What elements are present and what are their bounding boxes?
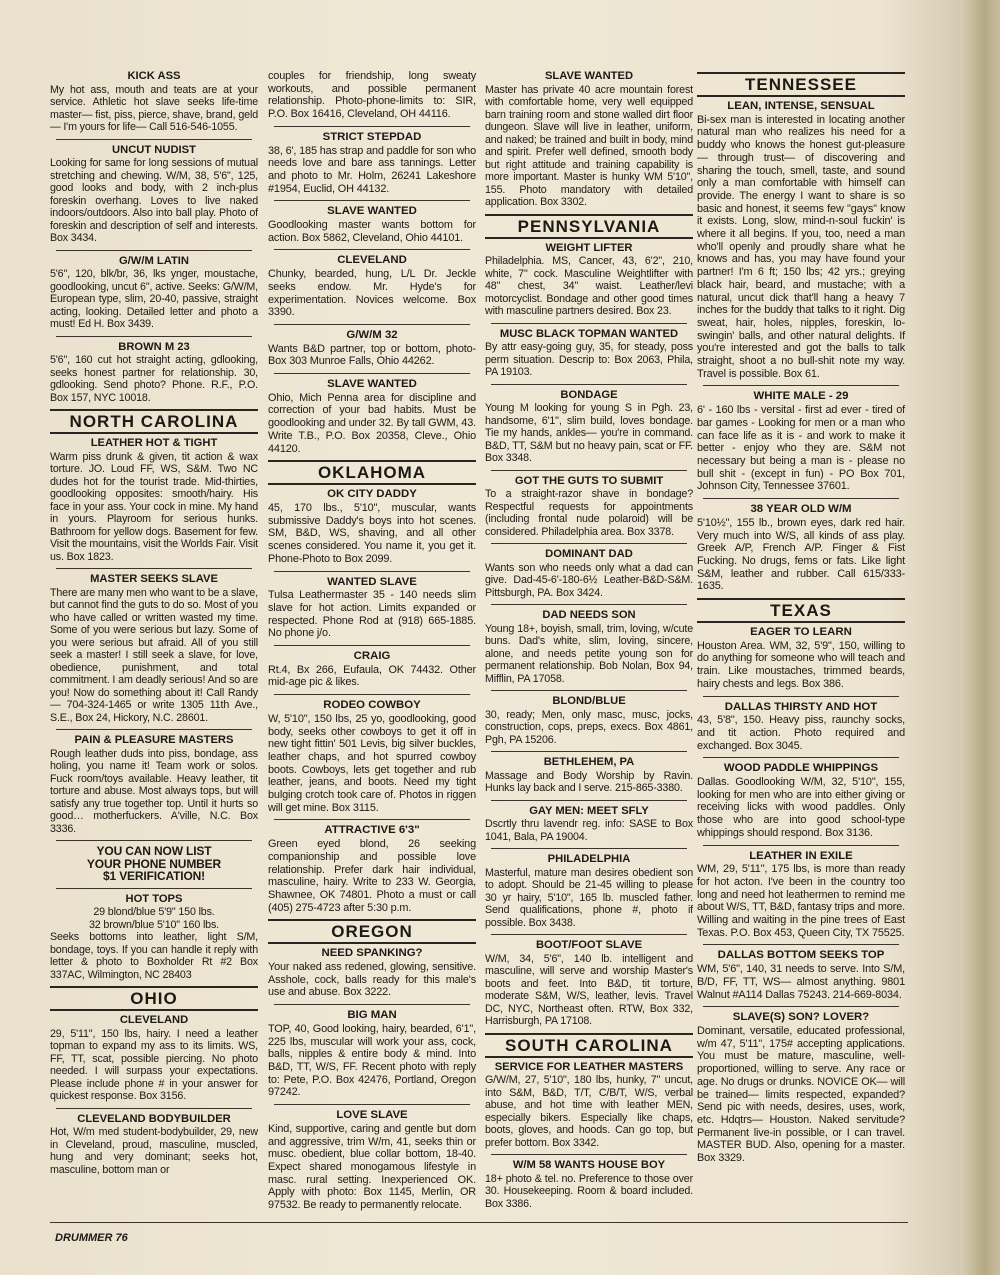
ad-separator	[491, 1154, 687, 1155]
ad-heading: MUSC BLACK TOPMAN WANTED	[499, 327, 679, 340]
ad-heading: 38 YEAR OLD W/M	[750, 503, 852, 516]
ad-body: Dallas. Goodlooking W/M, 32, 5'10", 155, looking for men who are into either giving or receiving licks with wood paddles. Only those who are into good school-type whippings should respond. Box 3136.	[697, 776, 905, 839]
ad-heading: SLAVE WANTED	[544, 70, 634, 82]
ad-heading: WANTED SLAVE	[327, 575, 417, 588]
ad-body: Wants son who needs only what a dad can give. Dad-45-6'-180-6½ Leather-B&D-S&M. Pittsburgh, PA. Box 3424.	[485, 561, 693, 599]
ad-separator	[274, 200, 470, 201]
ad-heading: CLEVELAND BODYBUILDER	[77, 1112, 231, 1125]
classified-ad	[268, 488, 476, 565]
classified-ad	[50, 1014, 258, 1103]
state-heading: OHIO	[50, 986, 258, 1011]
ad-heading: BONDAGE	[560, 388, 618, 401]
ad-separator	[274, 1004, 470, 1005]
ad-separator	[56, 840, 252, 841]
ad-separator	[274, 819, 470, 820]
ad-separator	[491, 751, 687, 752]
ad-heading: LEATHER IN EXILE	[749, 849, 853, 862]
ad-separator	[491, 934, 687, 935]
ad-separator	[491, 848, 687, 849]
footer-rule	[50, 1222, 908, 1223]
ad-separator	[491, 604, 687, 605]
ad-separator	[703, 385, 899, 386]
ad-separator	[274, 1104, 470, 1105]
classified-ad	[485, 609, 693, 685]
ad-heading: LOVE SLAVE	[336, 1109, 408, 1122]
ad-body: Young M looking for young S in Pgh. 23, handsome, 6'1", slim build, loves bondage. Tie my hands, ankles— you're in command. B&D, TT, S&M but no heavy pain, scat or FF. Box 3348.	[485, 402, 693, 464]
ad-heading: WHITE MALE - 29	[753, 390, 849, 403]
classified-column-4	[697, 70, 905, 1170]
ad-heading: G/W/M LATIN	[118, 254, 189, 267]
ad-heading: SLAVE WANTED	[327, 378, 417, 391]
ad-separator	[274, 249, 470, 250]
ad-heading: BOOT/FOOT SLAVE	[535, 939, 643, 951]
ad-separator	[491, 384, 687, 385]
classified-ad	[50, 893, 258, 982]
classified-ad	[485, 1159, 693, 1210]
ad-body: Goodlooking master wants bottom for action. Box 5862, Cleveland, Ohio 44101.	[268, 219, 476, 244]
ad-separator	[491, 800, 687, 801]
ad-separator	[56, 250, 252, 251]
classified-ad	[485, 805, 693, 844]
classified-ad	[485, 475, 693, 539]
state-heading: NORTH CAROLINA	[50, 409, 258, 434]
ad-heading: G/W/M 32	[346, 328, 398, 341]
ad-body: Dominant, versatile, educated professional, w/m 47, 5'11", 175# accepting applications. You must be mature, masculine, well-proportioned, willing to serve. Any race or age. No drugs or drunks. NOVICE OK— will be trained— limits respected, expanded? Send pic with needs, desires, uses, work, etc. Hdqtrs— Houston. Naked servitude? Permanent live-in possible, or I can travel. MASTER BUD. Also, opening for a master. Box 3329.	[697, 1025, 905, 1165]
ad-body: Ohio, Mich Penna area for discipline and correction of your bad habits. Must be goodlooking and under 32. By tall GWM, 43. Write T.B., P.O. Box 20358, Cleve., Ohio 44120.	[268, 391, 476, 455]
ad-body: 5'6", 120, blk/br, 36, lks ynger, moustache, goodlooking, uncut 6", active. Seeks: G/W/M, European type, slim, 20-40, passive, straight acting, looking. Detailed letter and photo a must! Ed H. Box 3439.	[50, 268, 258, 330]
ad-separator	[274, 126, 470, 127]
ad-heading: SLAVE WANTED	[327, 205, 417, 218]
ad-separator	[274, 571, 470, 572]
classified-ad	[268, 131, 476, 196]
ad-heading: LEATHER HOT & TIGHT	[90, 437, 218, 449]
classified-ad	[268, 699, 476, 814]
ad-body: Rt.4, Bx 266, Eufaula, OK 74432. Other mid-age pic & likes.	[268, 663, 476, 689]
ad-separator	[703, 696, 899, 697]
page-edge-shadow	[960, 0, 1000, 1275]
classified-column-2	[268, 70, 476, 1217]
ad-heading: DALLAS BOTTOM SEEKS TOP	[717, 949, 885, 962]
ad-heading: WOOD PADDLE WHIPPINGS	[723, 762, 879, 775]
ad-body: 18+ photo & tel. no. Preference to those over 30. Housekeeping. Room & board included. Box 3386.	[485, 1172, 693, 1210]
ad-heading: HOT TOPS	[125, 892, 183, 905]
ad-separator	[274, 645, 470, 646]
classified-column-3	[485, 70, 693, 1215]
ad-heading: UNCUT NUDIST	[112, 143, 196, 156]
classified-ad	[50, 437, 258, 563]
ad-body: WM, 5'6", 140, 31 needs to serve. Into S/M, B/D, FF, TT, WS— almost anything. 9801 Walnut #A114 Dallas 75243. 214-669-8034.	[697, 963, 905, 1001]
classified-ad	[50, 734, 258, 835]
ad-body: Philadelphia. MS, Cancer, 43, 6'2", 210, white, 7" cock. Masculine Weightlifter with 48" chest, 34" waist. Leather/levi motorcyclist. Bondage and other good times with masculine partners desired. Box 23.	[485, 255, 693, 317]
ad-heading: CLEVELAND	[119, 1014, 189, 1026]
ad-heading: GAY MEN: MEET SFLY	[529, 804, 649, 817]
ad-heading: DOMINANT DAD	[545, 548, 633, 560]
ad-heading: BETHLEHEM, PA	[543, 756, 635, 768]
ad-heading: RODEO COWBOY	[323, 699, 421, 712]
classified-ad	[50, 144, 258, 245]
ad-separator	[703, 944, 899, 945]
classified-ad	[485, 242, 693, 318]
state-heading: PENNSYLVANIA	[485, 214, 693, 239]
classified-ad	[268, 254, 476, 319]
ad-separator	[56, 888, 252, 889]
ad-heading: SERVICE FOR LEATHER MASTERS	[494, 1060, 684, 1073]
ad-body: 45, 170 lbs., 5'10", muscular, wants submissive Daddy's boys into hot scenes. SM, B&D, WS, shaving, and all other scenes considered. You name it, you get it. Phone-Photo to Box 2099.	[268, 501, 476, 565]
ad-body: Wants B&D partner, top or bottom, photo-Box 303 Munroe Falls, Ohio 44262.	[268, 342, 476, 368]
ad-body: 6' - 160 lbs - versital - first ad ever - tired of bar games - Looking for men or a man who can face life as it is - and work to make it better - enjoy who they are. S&M not necessary but being a man is - please no bull shit - (except in fun) - PO Box 701, Johnson City, Tennessee 37601.	[697, 404, 905, 493]
classified-ad	[50, 255, 258, 331]
ad-heading: SLAVE(S) SON? LOVER?	[732, 1011, 870, 1024]
ad-body: Green eyed blond, 26 seeking companionship and possible love relationship. Prefer dark hair individual, masculine, hairy. Write to 233 W. Georgia, Shawnee, OK 74801. Photo a must or call (405) 275-4723 after 5:30 p.m.	[268, 838, 476, 914]
classified-ad	[485, 756, 693, 795]
classified-ad	[268, 70, 476, 121]
ad-heading: GOT THE GUTS TO SUBMIT	[514, 474, 664, 487]
classified-ad	[268, 205, 476, 244]
ad-separator	[491, 323, 687, 324]
ad-heading: LEAN, INTENSE, SENSUAL	[727, 100, 875, 112]
ad-body: Young 18+, boyish, small, trim, loving, w/cute buns. Dad's white, slim, loving, sincere, alone, and needs petite young son for permanent relationship. Bob Nolan, Box 94, Mifflin, PA 17058.	[485, 622, 693, 685]
classified-ad	[697, 626, 905, 691]
classified-ad	[50, 70, 258, 134]
ad-body: Houston Area. WM, 32, 5'9", 150, willing to do anything for someone who will teach and train. Like moustaches, trimmed beards, hairy chests and legs. Box 386.	[697, 639, 905, 690]
ad-body: 30, ready; Men, only masc, musc, jocks, construction, cops, preps, execs. Box 4861, Pgh, PA 15206.	[485, 708, 693, 746]
ad-body: Kind, supportive, caring and gentle but dom and aggressive, trim W/m, 41, seeks thin or musc. obedient, blue collar bottom, 18-40. Expect shared monogamous lifestyle in masc. rural setting. Inexperienced OK. Apply with photo: Box 1145, Merlin, OR 97532. Be ready to permanently relocate.	[268, 1122, 476, 1212]
classified-ad	[50, 1113, 258, 1177]
ad-body: 5'6", 160 cut hot straight acting, gdlooking, seeks honest partner for relationship. 30, gdlooking. Send photo? Phone. R.F., P.O. Box 157, NYC 10018.	[50, 354, 258, 404]
ad-separator	[274, 694, 470, 695]
ad-body: 29, 5'11", 150 lbs, hairy. I need a leather topman to expand my ass to its limits. WS, FF, TT, scat, possible piercing. No photo needed. I will surpass your expectations. Please include phone # in your answer for quickest response. Box 3156.	[50, 1027, 258, 1102]
ad-heading: WEIGHT LIFTER	[545, 241, 633, 254]
classified-ad	[485, 328, 693, 379]
ad-heading: DALLAS THIRSTY AND HOT	[724, 700, 878, 713]
ad-separator	[703, 757, 899, 758]
ad-separator	[56, 1108, 252, 1109]
classified-ad	[485, 70, 693, 209]
classified-ad	[268, 329, 476, 368]
ad-body: Massage and Body Worship by Ravin. Hunks lay back and I serve. 215-865-3380.	[485, 769, 693, 794]
ad-heading: BLOND/BLUE	[552, 695, 626, 707]
ad-separator	[56, 139, 252, 140]
state-heading: TENNESSEE	[697, 72, 905, 97]
classified-ad	[697, 701, 905, 753]
classified-ad	[697, 850, 905, 940]
ad-separator	[703, 1006, 899, 1007]
ad-body: 43, 5'8", 150. Heavy piss, raunchy socks, and tit action. Photo required and exchanged. Box 3045.	[697, 714, 905, 752]
ad-body: To a straight-razor shave in bondage? Respectful requests for appointments (including frontal nude polaroid) will be considered. Philadelphia area. Box 3378.	[485, 488, 693, 538]
ad-body: WM, 29, 5'11", 175 lbs, is more than ready for hot acton. I've been in the country too long and need hot leathermen to remind me about W/S, TT, B&D, fantasy trips and more. Willing and waiting in the pine trees of East Texas. P.O. Box 453, Queen City, TX 75525.	[697, 863, 905, 939]
classified-ad	[268, 576, 476, 641]
classified-ad	[485, 548, 693, 599]
ad-heading: PHILADELPHIA	[547, 853, 631, 865]
classified-ad	[50, 341, 258, 405]
classified-ad	[485, 1061, 693, 1150]
ad-body: 38, 6', 185 has strap and paddle for son who needs love and bare ass tannings. Letter and photo to Mr. Holm, 26241 Lakeshore #1954, Euclid, OH 44132.	[268, 144, 476, 195]
ad-separator	[274, 373, 470, 374]
ad-body: 5'10½", 155 lb., brown eyes, dark red hair. Very much into W/S, all kinds of ass play. Greek A/P, French A/P. Finger & Fist Fucking. No drugs, fems or fats. Like light S&M, leather and rubber. Call 615/333-1635.	[697, 516, 905, 593]
ad-separator	[491, 470, 687, 471]
classified-ad	[50, 573, 258, 724]
ad-heading: KICK ASS	[127, 70, 181, 82]
ad-body: TOP, 40, Good looking, hairy, bearded, 6'1", 225 lbs, muscular will work your ass, cock, balls, nipples & entire body & mind. Into B&D, TT, W/S, FF. Recent photo with reply to: Pete, P.O. Box 42476, Portland, Oregon 97242.	[268, 1022, 476, 1099]
ad-body: Looking for same for long sessions of mutual stretching and chewing. W/M, 38, 5'6", 125, good looks and body, with 2 inch-plus foreskin overhang. Loves to live naked indoors/outdoors. Also into ball play. Photo of foreskin and description of self and interests. Box 3434.	[50, 157, 258, 244]
ad-body: W/M, 34, 5'6", 140 lb. intelligent and masculine, will serve and worship Master's boots and feet. Into B&D, tit torture, moderate S&M, W/S, leather, levis. Travel DC, NYC, Northeast often. RTW, Box 332, Harrisburgh, PA 17108.	[485, 952, 693, 1027]
ad-body: 29 blond/blue 5'9" 150 lbs. 32 brown/blue 5'10" 160 lbs.	[89, 906, 219, 931]
ad-body: Seeks bottoms into leather, light S/M, bondage, toys. If you can handle it reply with letter & photo to Boxholder Rt #2 Box 337AC, Wilmington, NC 28403	[50, 931, 258, 981]
classified-ad	[268, 947, 476, 999]
ad-separator	[491, 690, 687, 691]
classified-ad	[268, 650, 476, 689]
ad-body: My hot ass, mouth and teats are at your service. Athletic hot slave seeks life-time master— fist, piss, pierce, shave, brand, geld— I'm yours for life— Call 516-546-1055.	[50, 83, 258, 133]
ad-body: Dscrtly thru lavendr reg. info: SASE to Box 1041, Bala, PA 19004.	[485, 818, 693, 843]
ad-heading: MASTER SEEKS SLAVE	[90, 573, 218, 585]
ad-heading: W/M 58 WANTS HOUSE BOY	[512, 1159, 666, 1171]
ad-separator	[56, 568, 252, 569]
ad-body: There are many men who want to be a slave, but cannot find the guts to do so. Most of you who have called or written wasted my time. Some of you were serious but lazy. Some of you were serious but afraid. All of you still seek a master! I still seek a slave, for love, obedience, punishment, and total commitment. I am deadly serious! And so are you! Now do something about it! Call Randy— 704-324-1465 or write 1305 11th Ave., S.E., Box 24, Hickory, N.C. 28601.	[50, 586, 258, 724]
ad-body: G/W/M, 27, 5'10", 180 lbs, hunky, 7" uncut, into S&M, B&D, T/T, C/B/T, W/S, verbal abuse, and hot time with leather MEN, especially bikers. Especially like chaps, boots, gloves, and hoods. Can go top, but prefer bottom. Box 3342.	[485, 1074, 693, 1149]
state-heading: OKLAHOMA	[268, 460, 476, 485]
ad-separator	[56, 729, 252, 730]
ad-separator	[274, 324, 470, 325]
ad-heading: EAGER TO LEARN	[750, 626, 852, 639]
ad-heading: ATTRACTIVE 6'3"	[324, 824, 420, 837]
classified-ad	[697, 762, 905, 839]
ad-heading: OK CITY DADDY	[327, 488, 417, 501]
state-heading: SOUTH CAROLINA	[485, 1033, 693, 1058]
ad-heading: CLEVELAND	[337, 254, 407, 267]
ad-heading: STRICT STEPDAD	[322, 130, 422, 143]
state-heading: OREGON	[268, 919, 476, 944]
ad-heading: BROWN M 23	[118, 340, 190, 353]
classified-ad	[697, 100, 905, 380]
classified-ad	[485, 389, 693, 465]
ad-heading: NEED SPANKING?	[321, 947, 423, 960]
ad-body: couples for friendship, long sweaty workouts, and possible permanent relationship. Photo-phone-limits to: SIR, P.O. Box 16416, Cleveland, OH 44116.	[268, 70, 476, 121]
classified-ad	[268, 378, 476, 455]
ad-separator	[56, 336, 252, 337]
classified-ad	[485, 853, 693, 929]
classified-ad	[485, 939, 693, 1028]
ad-body: Master has private 40 acre mountain forest with comfortable home, very well equipped barn training room and stone walled dirt floor dungeon. Slave will live in leather, uniform, and naked; be trained and built in body, mind and spirit. Prefer well defined, smooth body but right attitude and training capability is more important. Master is hunky WM 5'10", 155. Photo mandatory with detailed application. Box 3302.	[485, 83, 693, 208]
ad-separator	[491, 543, 687, 544]
state-heading: TEXAS	[697, 598, 905, 623]
classified-ad	[268, 1109, 476, 1212]
ad-body: Warm piss drunk & given, tit action & wax torture. JO. Loud FF, WS, S&M. Two NC dudes hot for the tourist trade. Mid-thirties, goodlooking opposites: smooth/hairy. His face in your ass. Your cock in mine. My hand in yours. Playroom for serious hunks. Bathroom for yellow dogs. Basement for few. Visit the mountains, visit the Worlds Fair. Visit us. Box 1823.	[50, 450, 258, 563]
ad-body: Your naked ass redened, glowing, sensitive. Asshole, cock, balls ready for this male's use and abuse. Box 3222.	[268, 961, 476, 999]
classified-ad	[697, 949, 905, 1001]
ad-body: Hot, W/m med student-bodybuilder, 29, new in Cleveland, proud, masculine, muscled, hung and very dominant; seeks hot, masculine, bottom man or	[50, 1126, 258, 1176]
ad-heading: BIG MAN	[347, 1009, 397, 1022]
classified-ad	[697, 1011, 905, 1164]
ad-separator	[703, 498, 899, 499]
classified-ad	[697, 390, 905, 493]
ad-body: W, 5'10", 150 lbs, 25 yo, goodlooking, good body, seeks other cowboys to get it off in new tight fittin' 501 Levis, big silver buckles, leather chaps, and hot spurred cowboy boots. Cowboys, lets get together and rub leather, jeans, and boots. Need my tight bulging crotch took care of. Photos in riggen will get mine. Box 3115.	[268, 712, 476, 814]
ad-body: Chunky, bearded, hung, L/L Dr. Jeckle seeks endow. Mr. Hyde's for experimentation. Novices welcome. Box 3390.	[268, 268, 476, 319]
ad-heading: DAD NEEDS SON	[542, 609, 636, 621]
classified-ad	[697, 503, 905, 593]
ad-body: Tulsa Leathermaster 35 - 140 needs slim slave for hot action. Limits expanded or respected. Phone Rod at (918) 665-1885. No phone j/o.	[268, 589, 476, 640]
classified-ad	[485, 695, 693, 746]
classified-ad	[268, 1009, 476, 1099]
page-footer: DRUMMER 76	[55, 1232, 128, 1244]
ad-separator	[703, 845, 899, 846]
classified-column-1	[50, 70, 258, 1181]
ad-heading: CRAIG	[353, 650, 391, 663]
ad-body: Masterful, mature man desires obedient son to adopt. Should be 21-45 willing to please 30 yr hairy, 5'10", 165 lb. muscled father. Send qualifications, phone #, photo if possible. Box 3438.	[485, 866, 693, 929]
notice-text: YOU CAN NOW LIST YOUR PHONE NUMBER $1 VERIFICATION!	[86, 844, 222, 883]
ad-body: Rough leather duds into piss, bondage, ass holing, you name it! Team work or solos. Fuck room/toys available. Heavy leather, tit torture and abuse. Most always tops, but will satisfy any true together top. Until it hurts so good… motherfuckers. A'ville, N.C. Box 3336.	[50, 747, 258, 835]
ad-body: By attr easy-going guy, 35, for steady, poss perm situation. Descrip to: Box 2063, Phila, PA 19103.	[485, 341, 693, 378]
ad-heading: PAIN & PLEASURE MASTERS	[74, 734, 234, 746]
ad-body: Bi-sex man is interested in locating another natural man who realizes his need for a buddy who knows the honest gut-pleasure— through trust— of discovering and sharing the touch, smell, taste, and sound only a man comfortable with himself can provide. The energy I want to share is so basic and honest, it seems few "gays" know it exists. Long, slow, mind-n-soul fuckin' is where it all begins. If you, too, need a man who'll openly and proudly share what he knows and has, you may have found your partner! I'm 6 ft; 150 lbs; 42 yrs.; greying black hair, beard, and mustache; with a natural, uncut dick that'll hang a heavy 7 inches for the buddy that talks to it right. Dig sweat, hair, holes, nipples, foreskin, lo-swingin' balls, and other natural delights. If you're interested and got the balls to talk straight, shoot a no bull-shit note my way. Travel is possible. Box 61.	[697, 113, 905, 380]
classified-ad	[268, 824, 476, 914]
